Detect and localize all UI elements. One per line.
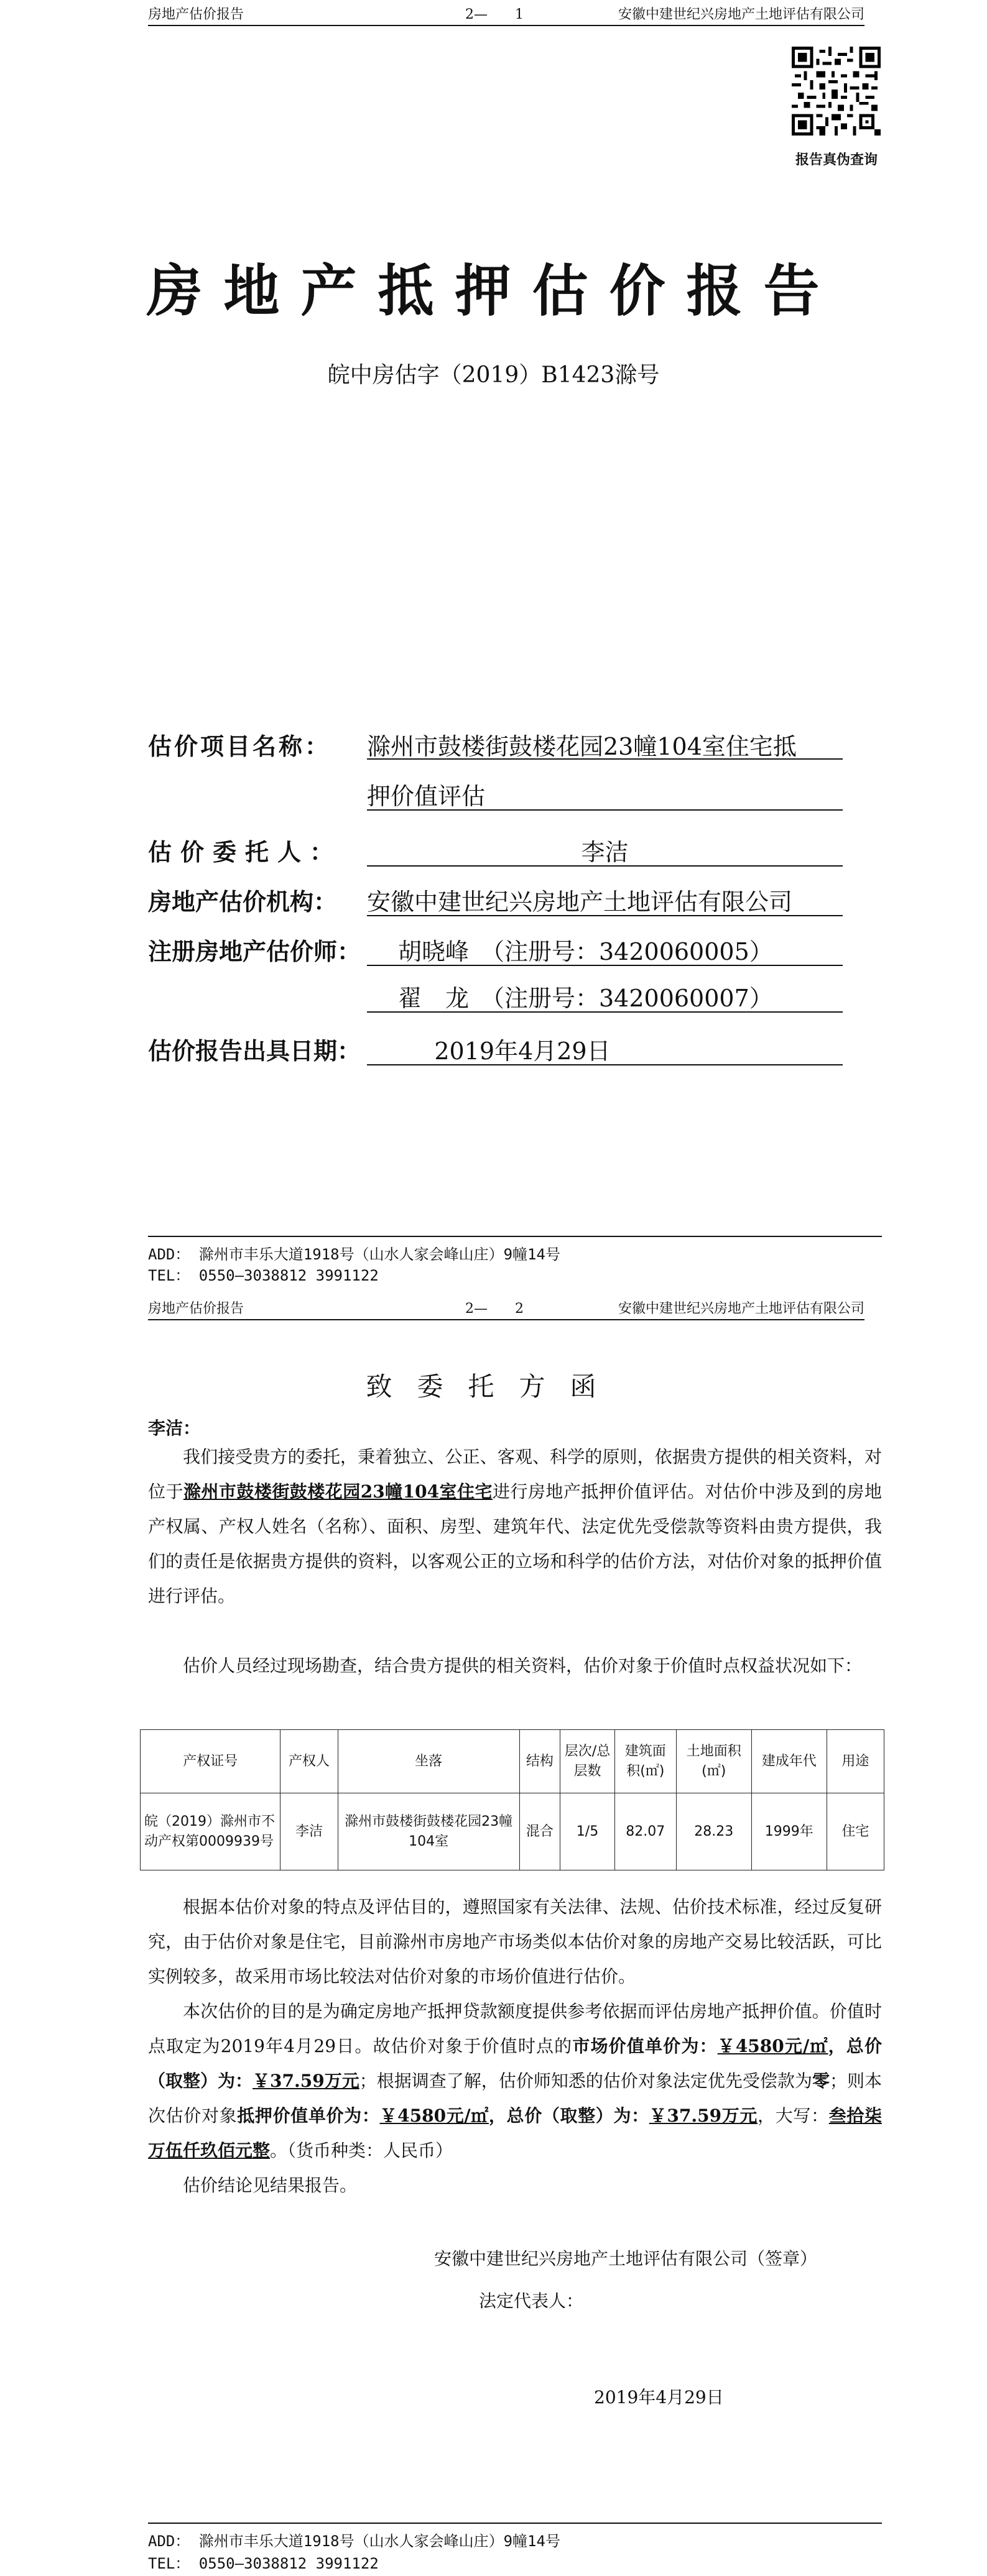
property-address: 滁州市鼓楼街鼓楼花园23幢104室住宅 [183,1481,493,1502]
document-number: 皖中房估字（2019）B1423滁号 [327,362,660,388]
footer-telephone: TEL： 0550—3038812 3991122 [148,1267,379,1284]
project-name-label: 估价项目名称： [148,733,331,760]
header-page-number: 2— 2 [465,1301,524,1317]
property-table [140,1729,884,1870]
qr-caption: 报告真伪查询 [795,152,878,168]
report-date-label: 估价报告出具日期： [148,1037,361,1065]
table-cell: 82.07 [614,1793,676,1870]
page-header [148,0,864,26]
table-cell: 混合 [519,1793,560,1870]
appraiser-1: 胡晓峰 （注册号：3420060005） [398,938,773,965]
client-label: 估价委托人： [148,839,343,866]
footer-rule [148,1236,882,1237]
table-header: 结构 [519,1730,560,1793]
table-header: 产权证号 [141,1730,280,1793]
letter-paragraph-1: 我们接受贵方的委托，秉着独立、公正、客观、科学的原则，依据贵方提供的相关资料，对位于滁州市鼓楼街鼓楼花园23幢104室住宅进行房地产抵押价值评估。对估价中涉及到的房地产权属、产权人姓名（名称）、面积、房型、建筑年代、法定优先受偿款等资料由贵方提供，我们的责任是依据贵方提供的资料，以客观公正的立场和科学的估价方法，对估价对象的抵押价值进行评估。 [148,1447,882,1606]
table-cell: 1/5 [560,1793,615,1870]
page-header-2 [148,1294,864,1320]
amount-in-words: 叁拾柒万伍仟玖佰元整 [148,2105,882,2161]
table-header: 用途 [827,1730,884,1793]
table-header: 产权人 [280,1730,338,1793]
qr-code-icon[interactable] [792,47,881,136]
header-left: 房地产估价报告 [148,1301,244,1317]
report-date-value: 2019年4月29日 [434,1037,611,1065]
table-header-row [141,1730,884,1793]
letter-title: 致委托方函 [366,1371,621,1402]
table-cell: 住宅 [827,1793,884,1870]
table-cell: 28.23 [676,1793,751,1870]
table-header: 土地面积(㎡) [676,1730,751,1793]
table-header: 坐落 [338,1730,519,1793]
letter-salutation: 李洁： [148,1418,201,1438]
table-header: 层次/总层数 [560,1730,615,1793]
client-value: 李洁 [581,839,629,866]
header-company: 安徽中建世纪兴房地产土地评估有限公司 [618,7,864,22]
market-total-price: ￥37.59万元 [253,2071,359,2091]
agency-label: 房地产估价机构： [148,888,338,916]
footer-rule-2 [148,2523,882,2524]
signature-company: 安徽中建世纪兴房地产土地评估有限公司（签章） [434,2248,818,2269]
table-cell: 皖（2019）滁州市不动产权第0009939号 [141,1793,280,1870]
footer-address: ADD： 滁州市丰乐大道1918号（山水人家会峰山庄）9幢14号 [148,2532,560,2550]
mortgage-total-price: ￥37.59万元 [649,2105,758,2126]
signature-representative: 法定代表人： [479,2291,584,2311]
letter-paragraph-4: 本次估价的目的是为确定房地产抵押贷款额度提供参考依据而评估房地产抵押价值。价值时点取定为2019年4月29日。故估价对象于价值时点的市场价值单价为：￥4580元/㎡，总价（取整）为：￥37.59万元；根据调查了解，估价师知悉的估价对象法定优先受偿款为零；则本次估价对象抵押价值单价为：￥4580元/㎡，总价（取整）为：￥37.59万元，大写：叁拾柒万伍仟玖佰元整。（货币种类：人民币） [148,2001,882,2161]
table-cell: 1999年 [751,1793,827,1870]
signature-date: 2019年4月29日 [594,2387,724,2408]
table-cell: 李洁 [280,1793,338,1870]
project-name-line2: 押价值评估 [367,783,486,810]
project-name-line1: 滁州市鼓楼街鼓楼花园23幢104室住宅抵 [367,733,797,760]
footer-address: ADD： 滁州市丰乐大道1918号（山水人家会峰山庄）9幢14号 [148,1246,560,1263]
table-header: 建筑面积(㎡) [614,1730,676,1793]
header-left: 房地产估价报告 [148,7,244,22]
letter-paragraph-2: 估价人员经过现场勘查，结合贵方提供的相关资料，估价对象于价值时点权益状况如下： [183,1655,863,1676]
letter-paragraph-3: 根据本估价对象的特点及评估目的，遵照国家有关法律、法规、估价技术标准，经过反复研究，由于估价对象是住宅，目前滁州市房地产市场类似本估价对象的房地产交易比较活跃，可比实例较多，故采用市场比较法对估价对象的市场价值进行估价。 [148,1897,882,1987]
table-cell: 滁州市鼓楼街鼓楼花园23幢104室 [338,1793,519,1870]
market-unit-price: ￥4580元/㎡ [717,2036,828,2056]
appraiser-label: 注册房地产估价师： [148,938,361,965]
table-row [141,1793,884,1870]
agency-value: 安徽中建世纪兴房地产土地评估有限公司 [367,888,793,916]
header-page-number: 2— 1 [465,7,524,22]
mortgage-unit-price: ￥4580元/㎡ [379,2105,489,2126]
table-header: 建成年代 [751,1730,827,1793]
letter-paragraph-5: 估价结论见结果报告。 [183,2175,358,2196]
report-title: 房地产抵押估价报告 [146,259,841,324]
footer-telephone: TEL： 0550—3038812 3991122 [148,2555,379,2572]
header-company: 安徽中建世纪兴房地产土地评估有限公司 [618,1301,864,1317]
appraiser-2: 翟 龙 （注册号：3420060007） [398,985,773,1012]
